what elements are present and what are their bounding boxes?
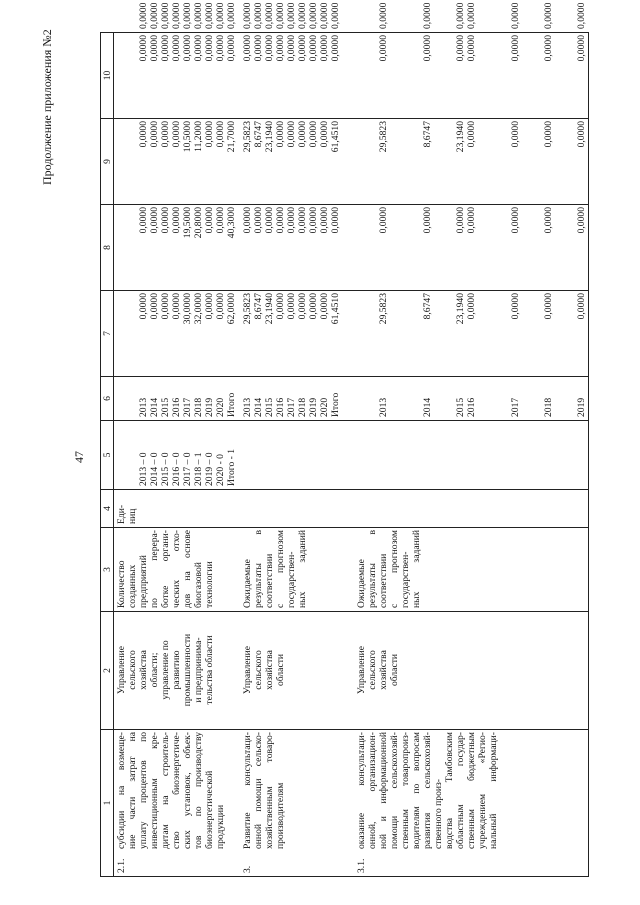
amount: 8,6747 xyxy=(253,293,264,320)
amount: 19,5000 xyxy=(182,207,193,239)
amount: 0,0000 xyxy=(297,207,308,234)
year-label: 2017 xyxy=(286,397,297,417)
target-value: 2020 - 0 xyxy=(215,454,226,486)
amount: 29,5823 xyxy=(242,293,253,325)
continuation-heading: Продолжение приложения №2 xyxy=(40,29,54,185)
text-line: инвестиционным кре- xyxy=(149,732,160,849)
amount: 0,0000 xyxy=(543,293,554,320)
text-line: предприятий xyxy=(138,555,149,608)
amount: 0,0000 xyxy=(378,207,389,234)
row-2-1-col8 xyxy=(114,119,239,205)
text-line: ственным товаропроиз- xyxy=(400,732,411,849)
amount: 0,0000 xyxy=(330,35,341,62)
amount: 0,0000 xyxy=(286,207,297,234)
year-label: 2020 xyxy=(319,397,330,417)
amount: 0,0000 xyxy=(193,35,204,62)
row-number: 2.1. xyxy=(116,858,127,873)
amount: 0,0000 xyxy=(510,121,521,148)
row-3-1-targets xyxy=(342,421,589,490)
row-2-1-targets xyxy=(114,421,239,490)
year-label: 2013 xyxy=(378,397,389,417)
text-line: Еди- xyxy=(116,504,127,524)
amount: 0,0000 xyxy=(160,293,171,320)
text-line: Ожидаемые xyxy=(242,559,253,608)
text-line: Развитие консультаци- xyxy=(242,732,253,849)
text-line: продукции xyxy=(215,804,226,849)
row-2-1-years xyxy=(114,377,239,421)
year-label: Итого xyxy=(330,392,341,417)
amount: 21,7000 xyxy=(226,121,237,153)
text-line: Управление xyxy=(242,645,253,695)
year-label: 2016 xyxy=(171,397,182,417)
amount: 0,0000 xyxy=(242,207,253,234)
year-label: 2017 xyxy=(510,397,521,417)
row-3-1-years xyxy=(342,377,589,421)
row-3-col8 xyxy=(238,119,342,205)
amount: 0,0000 xyxy=(253,207,264,234)
amount: 29,5823 xyxy=(242,121,253,153)
amount: 0,0000 xyxy=(215,121,226,148)
amount: 0,0000 xyxy=(171,293,182,320)
text-line: управление по xyxy=(160,640,171,700)
text-line: помощи сельскохозяй- xyxy=(389,732,400,849)
year-label: 2020 xyxy=(215,397,226,417)
amount: 0,0000 xyxy=(171,35,182,62)
amount: 0,0000 xyxy=(297,35,308,62)
text-line: результаты в xyxy=(253,530,264,608)
amount: 0,0000 xyxy=(160,207,171,234)
amount: 29,5823 xyxy=(378,121,389,153)
amount: 0,0000 xyxy=(297,293,308,320)
text-line: тов по производству xyxy=(193,732,204,849)
row-2-1-executor xyxy=(114,612,239,730)
year-label: 2016 xyxy=(466,397,477,417)
amount: 0,0000 xyxy=(275,121,286,148)
amount: 0,0000 xyxy=(149,207,160,234)
amount: 0,0000 xyxy=(543,121,554,148)
amount: 0,0000 xyxy=(422,207,433,234)
amount: 0,0000 xyxy=(466,121,477,148)
amount: 0,0000 xyxy=(138,35,149,62)
amount: 0,0000 xyxy=(308,207,319,234)
text-line: Ожидаемые xyxy=(356,559,367,608)
amount: 0,0000 xyxy=(422,35,433,62)
year-label: 2019 xyxy=(204,397,215,417)
amount: 0,0000 xyxy=(466,293,477,320)
amount: 0,0000 xyxy=(138,293,149,320)
amount: 0,0000 xyxy=(510,293,521,320)
text-line: ских установок, объек- xyxy=(182,732,193,849)
text-line: с прогнозом xyxy=(275,530,286,608)
text-line: созданных xyxy=(127,564,138,608)
amount: 0,0000 xyxy=(319,121,330,148)
text-line: Количество xyxy=(116,560,127,608)
amount: 0,0000 xyxy=(466,35,477,62)
amount: 0,0000 xyxy=(253,35,264,62)
year-label: 2015 xyxy=(264,397,275,417)
text-line: ных заданий xyxy=(297,530,308,608)
amount: 0,0000 xyxy=(204,207,215,234)
text-line: государствен- xyxy=(400,551,411,608)
text-line: ной и информационной xyxy=(378,732,389,849)
target-value: 2018 – 1 xyxy=(193,452,204,486)
text-line: онной помощи сельско- xyxy=(253,732,264,849)
text-line: промышленности xyxy=(182,633,193,707)
page-number: 47 xyxy=(72,451,86,463)
row-3-1-description xyxy=(342,730,589,877)
text-line: областным государ- xyxy=(455,732,466,849)
text-line: государствен- xyxy=(286,551,297,608)
text-line: ственного произ- xyxy=(433,779,444,849)
amount: 0,0000 xyxy=(149,293,160,320)
amount: 0,0000 xyxy=(182,35,193,62)
target-value: 2017 – 0 xyxy=(182,452,193,486)
amount: 23,1940 xyxy=(264,293,275,325)
amount: 32,0000 xyxy=(193,293,204,325)
amount: 20,8000 xyxy=(193,207,204,239)
text-line: хозяйственным товаро- xyxy=(264,732,275,849)
amount: 0,0000 xyxy=(543,35,554,62)
row-3-unit xyxy=(238,490,342,528)
year-label: 2019 xyxy=(308,397,319,417)
amount: 0,0000 xyxy=(160,35,171,62)
text-line: биогазовой xyxy=(193,562,204,608)
amount: 0,0000 xyxy=(149,35,160,62)
text-line: ботке органи- xyxy=(160,530,171,608)
target-value: Итого - 1 xyxy=(226,448,237,486)
year-label: Итого xyxy=(226,392,237,417)
amount: 0,0000 xyxy=(576,207,587,234)
target-value: 2013 – 0 xyxy=(138,452,149,486)
table-row: 3.1. оказание консультаци- онной, организацион- ной и информационной помощи сельскохозяй- ственным товаропроиз- водителям по вопросам развития сельскохозяй- ственного произ- водства Тамбовским областным государ- ственным бюджетным учреждением «Регио- нальный информаци- Управление сельского хозяйства области Ожидаемые результаты в соответствии с прогнозом государствен- ных заданий 2013 2014 2015 2016 2017 2018 2019 29,5823 8,6747 23,1940 0,0000 0,0000 0,0000 0,0000 0,0000 0,0000 0,0000 0,0000 0,0000 0,0000 0,0000 29,5823 8,6747 23,1940 0,0000 0,0000 0,0000 0,0000 0,0000 0,0000 0,0000 0,0000 0,0000 0,0000 0,0000 0,0000 0,0000 0,0000 0,0000 0,0000 0,0000 0,0000 xyxy=(342,33,589,877)
amount: 0,0000 xyxy=(204,293,215,320)
text-line: субсидии на возмеще- xyxy=(116,732,127,849)
amount: 0,0000 xyxy=(378,35,389,62)
amount: 30,0000 xyxy=(182,293,193,325)
amount: 0,0000 xyxy=(264,35,275,62)
text-line: развития сельскохозяй- xyxy=(422,732,433,849)
amount: 0,0000 xyxy=(264,207,275,234)
row-3-targets xyxy=(238,421,342,490)
text-line: оказание консультаци- xyxy=(356,732,367,849)
amount: 0,0000 xyxy=(576,121,587,148)
table-row: 2.1. субсидии на возмеще- ние части затрат на уплату процентов по инвестиционным кре- дитам на строитель- ство биоэнергетиче- ских установок, объек- тов по производству биоэнергетической продукции Управление сельского хозяйства области; управление по развитию промышленности и предпринима- тельства области Количество созданных предприятий по перера- ботке органи- ческих отхо- дов на основе биогазовой технологии Еди- ниц 2013 – 0 2014 – 0 2015 – 0 2016 – 0 2017 – 0 2018 – 1 2019 – 0 2020 - 0 Итого - 1 2013 2014 2015 2016 2017 2018 2019 2020 Итого 0,0000 0,0000 0,0000 0,0000 30,0000 32,0000 0,0000 0,0000 62,0000 0,0000 0,0000 0,0000 0,0000 19,5000 20,8000 0,0000 0,0000 40,3000 0,0000 0,0000 0,0000 0,0000 10,5000 11,2000 0,0000 0,0000 21,7000 0,0000 0,0000 0,0000 0,0000 0,0000 0,0000 0,0000 0,0000 0,0000 0,0000 0,0000 0,0000 0,0000 0,0000 0,0000 0,0000 0,0000 0,0000 xyxy=(114,33,239,877)
text-line: дов на основе xyxy=(182,530,193,608)
amount: 0,0000 xyxy=(242,35,253,62)
target-value: 2015 – 0 xyxy=(160,452,171,486)
amount: 8,6747 xyxy=(422,293,433,320)
text-line: и предпринима- xyxy=(193,637,204,703)
col-header-8: 8 xyxy=(101,205,114,291)
amount: 0,0000 xyxy=(275,35,286,62)
amount: 0,0000 xyxy=(510,207,521,234)
col-header-5: 5 xyxy=(101,421,114,490)
row-2-1-col7 xyxy=(114,205,239,291)
year-label: 2018 xyxy=(297,397,308,417)
year-label: 2013 xyxy=(138,397,149,417)
row-3-1-col8 xyxy=(342,119,589,205)
amount: 0,0000 xyxy=(319,207,330,234)
row-2-1-description xyxy=(114,730,239,877)
row-3-col6 xyxy=(238,291,342,377)
text-line: уплату процентов по xyxy=(138,732,149,849)
row-3-indicator xyxy=(238,528,342,612)
text-line: области; xyxy=(149,652,160,688)
year-label: 2015 xyxy=(455,397,466,417)
amount: 61,4510 xyxy=(330,293,341,325)
amount: 8,6747 xyxy=(422,121,433,148)
text-line: по перера- xyxy=(149,530,160,608)
amount: 0,0000 xyxy=(576,293,587,320)
text-line: дитам на строитель- xyxy=(160,732,171,849)
col-header-7: 7 xyxy=(101,291,114,377)
row-3-1-col7 xyxy=(342,205,589,291)
text-line: производителям xyxy=(275,782,286,849)
amount: 0,0000 xyxy=(204,35,215,62)
amount: 23,1940 xyxy=(264,121,275,153)
row-3-col7 xyxy=(238,205,342,291)
amount: 0,0000 xyxy=(138,207,149,234)
text-line: результаты в xyxy=(367,530,378,608)
row-2-1-col6 xyxy=(114,291,239,377)
text-line: сельского xyxy=(127,650,138,690)
text-line: хозяйства xyxy=(138,650,149,690)
text-line: ние части затрат на xyxy=(127,732,138,849)
amount: 0,0000 xyxy=(215,293,226,320)
row-2-1-col9 xyxy=(114,33,239,119)
text-line: соответствии xyxy=(378,553,389,608)
table-row: 3. Развитие консультаци- онной помощи сельско- хозяйственным товаро- производителям Управление сельского хозяйства области Ожидаемые результаты в соответствии с прогнозом государствен- ных заданий 2013 2014 2015 2016 2017 2018 2019 2020 Итого 29,5823 8,6747 23,1940 0,0000 0,0000 0,0000 0,0000 0,0000 61,4510 0,0000 0,0000 0,0000 0,0000 0,0000 0,0000 0,0000 0,0000 0,0000 29,5823 8,6747 23,1940 0,0000 0,0000 0,0000 0,0000 0,0000 61,4510 0,0000 0,0000 0,0000 0,0000 0,0000 0,0000 0,0000 0,0000 0,0000 0,0000 0,0000 0,0000 0,0000 0,0000 0,0000 0,0000 0,0000 0,0000 xyxy=(238,33,342,877)
text-line: ниц xyxy=(127,508,138,524)
amount: 0,0000 xyxy=(319,35,330,62)
year-label: 2015 xyxy=(160,397,171,417)
row-number: 3. xyxy=(242,865,253,873)
amount: 10,5000 xyxy=(182,121,193,153)
text-line: ство биоэнергетиче- xyxy=(171,732,182,849)
amount: 0,0000 xyxy=(215,35,226,62)
year-label: 2014 xyxy=(422,397,433,417)
row-3-col9 xyxy=(238,33,342,119)
amount: 0,0000 xyxy=(275,207,286,234)
text-line: ческих отхо- xyxy=(171,530,182,608)
text-line: учреждением «Регио- xyxy=(477,732,488,849)
amount: 0,0000 xyxy=(330,207,341,234)
column-number-row xyxy=(101,33,114,877)
text-line: Управление xyxy=(356,645,367,695)
budget-table xyxy=(100,2,624,877)
amount: 0,0000 xyxy=(275,293,286,320)
amount: 0,0000 xyxy=(286,293,297,320)
amount: 0,0000 xyxy=(510,35,521,62)
row-3-1-indicator xyxy=(342,528,589,612)
row-3-years xyxy=(238,377,342,421)
text-line: с прогнозом xyxy=(389,530,400,608)
year-label: 2016 xyxy=(275,397,286,417)
text-line: хозяйства xyxy=(264,650,275,690)
text-line: Управление xyxy=(116,645,127,695)
amount: 0,0000 xyxy=(226,35,237,62)
amount: 23,1940 xyxy=(455,121,466,153)
amount: 62,0000 xyxy=(226,293,237,325)
year-label: 2018 xyxy=(543,397,554,417)
text-line: развитию xyxy=(171,650,182,690)
target-value: 2019 – 0 xyxy=(204,452,215,486)
amount: 0,0000 xyxy=(543,207,554,234)
amount: 0,0000 xyxy=(171,121,182,148)
text-line: сельского xyxy=(253,650,264,690)
target-value: 2014 – 0 xyxy=(149,452,160,486)
amount: 0,0000 xyxy=(171,207,182,234)
amount: 0,0000 xyxy=(308,121,319,148)
year-label: 2019 xyxy=(576,397,587,417)
text-line: тельства области xyxy=(204,635,215,705)
year-label: 2017 xyxy=(182,397,193,417)
col-header-1: 1 xyxy=(101,730,114,877)
col-header-6: 6 xyxy=(101,377,114,421)
year-label: 2013 xyxy=(242,397,253,417)
text-line: онной, организацион- xyxy=(367,732,378,849)
amount: 0,0000 xyxy=(149,121,160,148)
year-label: 2018 xyxy=(193,397,204,417)
col-header-10: 10 xyxy=(101,33,114,119)
row-number: 3.1. xyxy=(356,858,367,873)
year-label: 2014 xyxy=(149,397,160,417)
amount: 0,0000 xyxy=(204,121,215,148)
row-2-1-indicator xyxy=(114,528,239,612)
text-line: биоэнергетической xyxy=(204,770,215,849)
text-line: водителям по вопросам xyxy=(411,732,422,849)
row-3-description xyxy=(238,730,342,877)
amount: 8,6747 xyxy=(253,121,264,148)
amount: 0,0000 xyxy=(215,207,226,234)
text-line: области xyxy=(389,653,400,687)
amount: 40,3000 xyxy=(226,207,237,239)
text-line: сельского xyxy=(367,650,378,690)
amount: 0,0000 xyxy=(160,121,171,148)
col-header-4: 4 xyxy=(101,490,114,528)
amount: 0,0000 xyxy=(466,207,477,234)
amount: 0,0000 xyxy=(308,293,319,320)
text-line: водства Тамбовским xyxy=(444,732,455,849)
amount: 0,0000 xyxy=(576,35,587,62)
row-3-1-executor xyxy=(342,612,589,730)
col-header-2: 2 xyxy=(101,612,114,730)
text-line: нальный информаци- xyxy=(488,732,499,849)
amount: 61,4510 xyxy=(330,121,341,153)
text-line: соответствии xyxy=(264,553,275,608)
amount: 29,5823 xyxy=(378,293,389,325)
amount: 0,0000 xyxy=(308,35,319,62)
target-value: 2016 – 0 xyxy=(171,452,182,486)
year-label: 2014 xyxy=(253,397,264,417)
amount: 0,0000 xyxy=(297,121,308,148)
amount: 0,0000 xyxy=(455,207,466,234)
row-3-1-col9 xyxy=(342,33,589,119)
col-header-9: 9 xyxy=(101,119,114,205)
amount: 0,0000 xyxy=(319,293,330,320)
text-line: ственным бюджетным xyxy=(466,732,477,849)
row-3-1-col6 xyxy=(342,291,589,377)
amount: 0,0000 xyxy=(455,35,466,62)
row-3-1-unit xyxy=(342,490,589,528)
row-3-executor xyxy=(238,612,342,730)
text-line: области xyxy=(275,653,286,687)
text-line: ных заданий xyxy=(411,530,422,608)
col-header-3: 3 xyxy=(101,528,114,612)
amount: 11,2000 xyxy=(193,121,204,152)
text-line: технологии xyxy=(204,561,215,608)
amount: 23,1940 xyxy=(455,293,466,325)
text-line: хозяйства xyxy=(378,650,389,690)
amount: 0,0000 xyxy=(138,121,149,148)
amount: 0,0000 xyxy=(286,121,297,148)
row-2-1-unit xyxy=(114,490,239,528)
amount: 0,0000 xyxy=(286,35,297,62)
